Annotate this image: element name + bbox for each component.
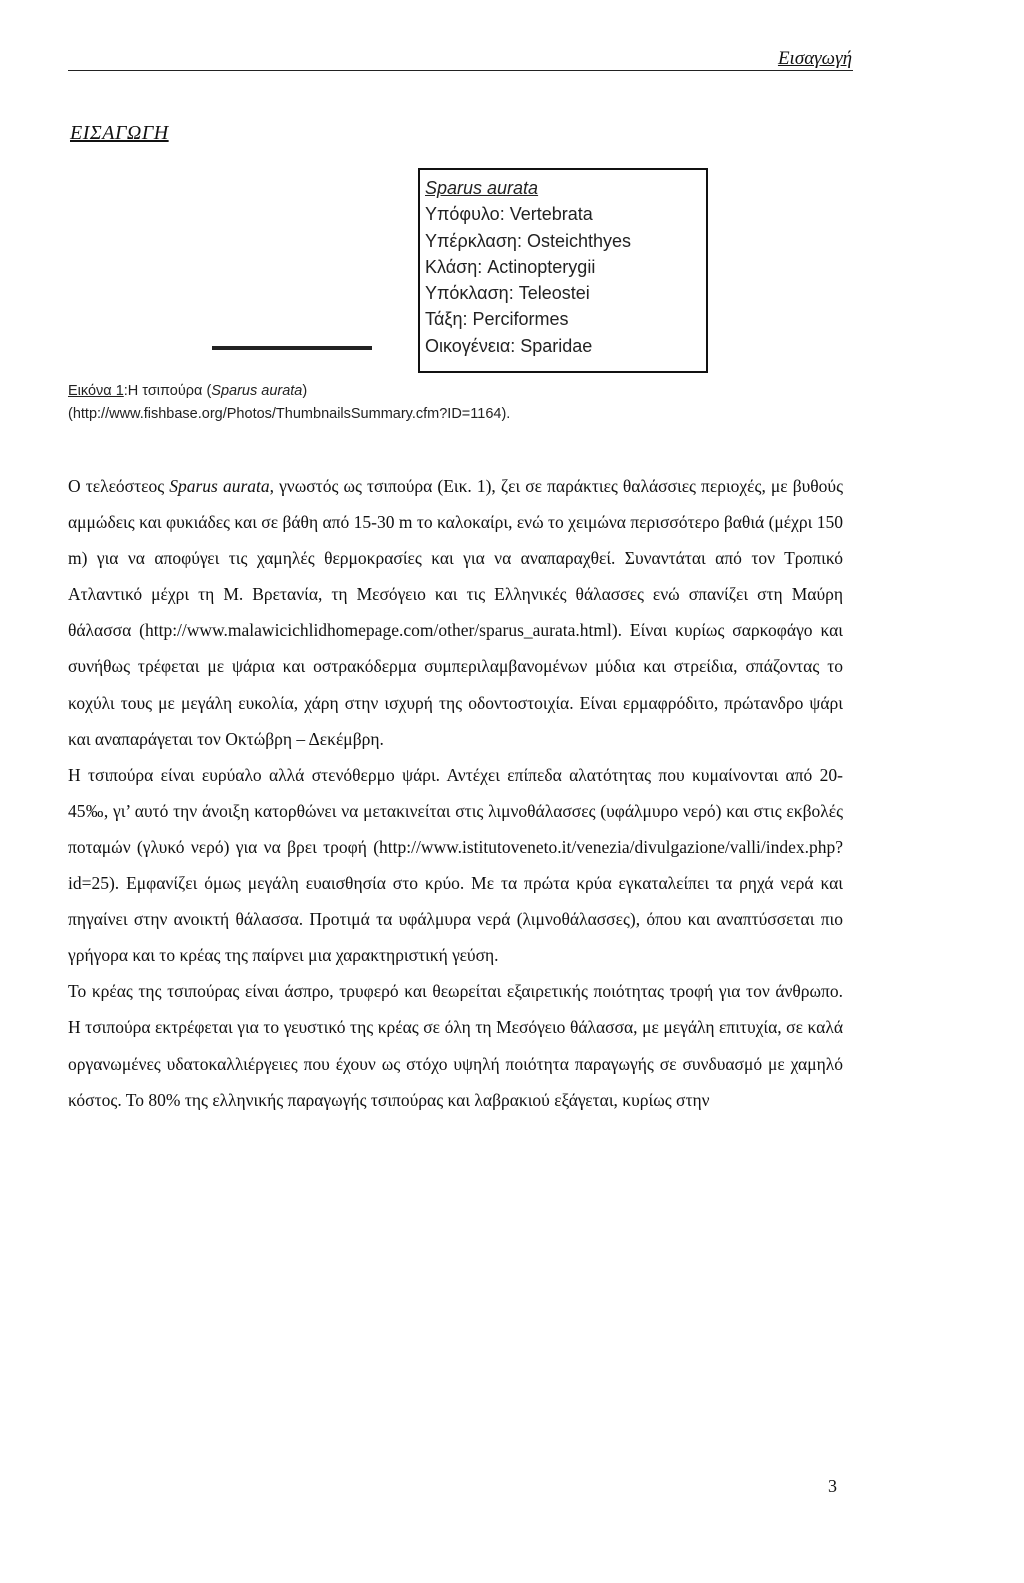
paragraph-2: Η τσιπούρα είναι ευρύαλο αλλά στενόθερμο ψάρι. Αντέχει επίπεδα αλατότητας που κυμαίνονται από 20-45‰, γι’ αυτό την άνοιξη κατορθώνει να μετακινείται στις λιμνοθάλασσες (υφάλμυρο νερό) και στις εκβολές ποταμών (γλυκό νερό) για να βρει τροφή (http://www.istitutoveneto.it/venezia/divulgazione/valli/index.php?id=25). Εμφανίζει όμως μεγάλη ευαισθησία στο κρύο. Με τα πρώτα κρύα εγκαταλείπει τα ρηχά νερά και πηγαίνει στην ανοικτή θάλασσα. Προτιμά τα υφάλμυρα νερά (λιμνοθάλασσες), όπου και αναπτύσσεται πιο γρήγορα και το κρέας της παίρνει μια χαρακτηριστική γεύση.: [68, 764, 843, 966]
taxonomy-row-family: Οικογένεια: Sparidae: [425, 335, 593, 356]
header-rule: [68, 70, 853, 71]
paragraph-1-rest: , γνωστός ως τσιπούρα (Εικ. 1), ζει σε παράκτιες θαλάσσιες περιοχές, με βυθούς αμμώδεις και φυκιάδες και σε βάθη από 15-30 m το καλοκαίρι, ενώ το χειμώνα περισσότερο βαθιά (μέχρι 150 m) για να αποφύγει τις χαμηλές θερμοκρασίες και για να αναπαραχθεί. Συναντάται από τον Τροπικό Ατλαντικό μέχρι τη Μ. Βρετανία, τη Μεσόγειο και τις Ελληνικές θάλασσες ενώ σπανίζει στη Μαύρη θάλασσα (http://www.malawicichlidhomepage.com/other/sparus_aurata.html). Είναι κυρίως σαρκοφάγο και συνήθως τρέφεται με ψάρια και οστρακόδερμα συμπεριλαμβανομένων μύδια και στρείδια, σπάζοντας το κοχύλι τους με μεγάλη ευκολία, χάρη στην ισχυρή της οδοντοστοιχία. Είναι ερμαφρόδιτο, πρώτανδρο ψάρι και αναπαράγεται τον Οκτώβρη – Δεκέμβρη.: [68, 476, 844, 749]
section-title: ΕΙΣΑΓΩΓΗ: [70, 122, 169, 144]
figure-caption: [68, 380, 510, 426]
figure-caption-line: [68, 380, 510, 403]
taxonomy-row-subclass: Υπόκλαση: Teleostei: [425, 283, 590, 304]
paragraph-1: [68, 468, 843, 757]
taxonomy-row-order: Τάξη: Perciformes: [425, 309, 569, 330]
taxonomy-species: Sparus aurata: [425, 178, 539, 198]
taxonomy-row-class: Κλάση: Actinopterygii: [425, 256, 596, 277]
running-header: Εισαγωγή: [777, 48, 852, 69]
paragraph-1-species: Sparus aurata: [169, 476, 270, 496]
figure-source: (http://www.fishbase.org/Photos/ThumbnailsSummary.cfm?ID=1164).: [68, 406, 511, 422]
taxonomy-content: [425, 175, 631, 359]
figure-caption-text: :Η τσιπούρα (: [123, 383, 212, 399]
paragraph-3: Το κρέας της τσιπούρας είναι άσπρο, τρυφερό και θεωρείται εξαιρετικής ποιότητας τροφή για τον άνθρωπο. Η τσιπούρα εκτρέφεται για το γευστικό της κρέας σε όλη τη Μεσόγειο θάλασσα, με μεγάλη επιτυχία, σε καλά οργανωμένες υδατοκαλλιέργειες που έχουν ως στόχο υψηλή ποιότητα παραγωγής σε συνδυασμό με χαμηλό κόστος. Το 80% της ελληνικής παραγωγής τσιπούρας και λαβρακιού εξάγεται, κυρίως στην: [68, 981, 843, 1110]
taxonomy-row-subphylum: Υπόφυλο: Vertebrata: [425, 204, 593, 225]
fish-image-remnant: [212, 346, 372, 350]
body-text: [68, 468, 843, 1118]
figure-label: Εικόνα 1: [68, 383, 124, 399]
paragraph-1-start: Ο τελεόστεος: [68, 476, 170, 496]
taxonomy-row-superclass: Υπέρκλαση: Osteichthyes: [425, 230, 631, 251]
figure-caption-species: Sparus aurata: [211, 383, 303, 399]
page-number: 3: [828, 1476, 837, 1496]
figure-caption-close: ): [302, 383, 308, 399]
